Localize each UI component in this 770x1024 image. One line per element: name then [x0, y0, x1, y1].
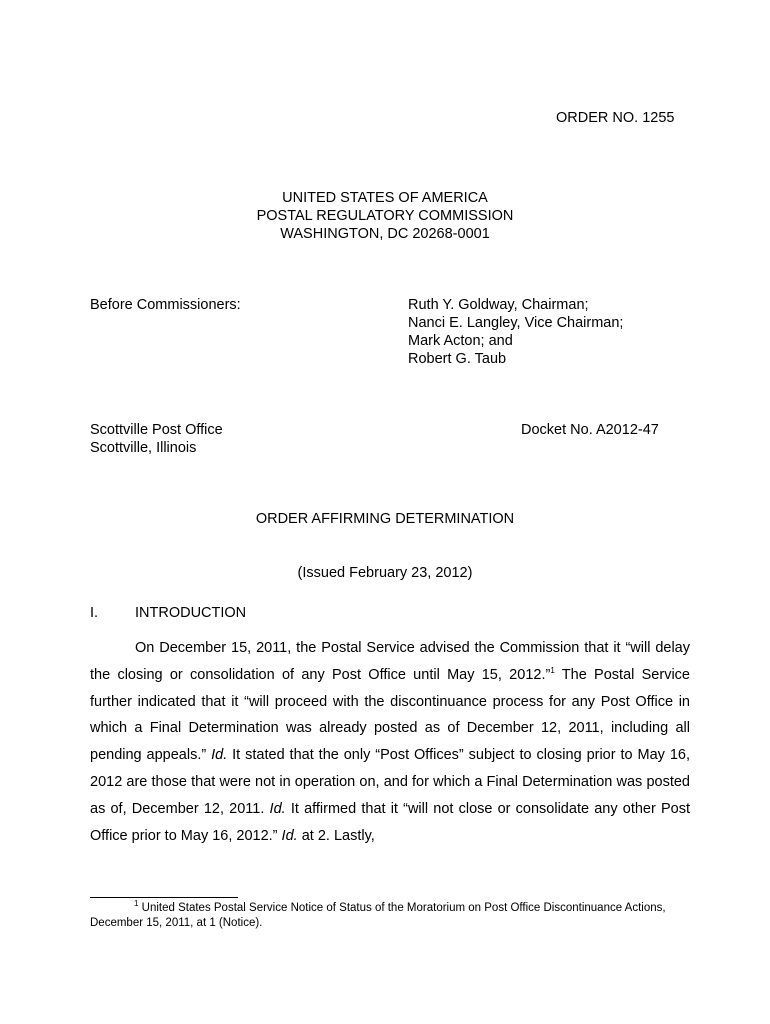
case-location: Scottville, Illinois [90, 440, 197, 456]
header-line-1: UNITED STATES OF AMERICA [282, 190, 488, 206]
issued-date: (Issued February 23, 2012) [297, 565, 473, 581]
body-sentence: On December 15, 2011, the Postal Service advised the Commission that it “will delay the closing or consolidation of any Post Office until May 15, 2012.” [90, 640, 690, 683]
header-line-3: WASHINGTON, DC 20268-0001 [280, 226, 490, 242]
footnote-number: 1 [134, 899, 139, 909]
section-heading: INTRODUCTION [135, 605, 247, 621]
case-name: Scottville Post Office [90, 422, 223, 438]
body-sentence: It affirmed that it “will not close or consolidate any other Post Office prior to May 16, 2012.” [90, 800, 690, 844]
commissioner-name: Ruth Y. Goldway, Chairman; [408, 297, 589, 313]
body-sentence: The Postal Service further indicated that it “will proceed with the discontinuance process for any Post Office in which a Final Determination was already posted as of December 12, 2011, including all pending appeals.” [90, 666, 690, 764]
footnote-text: United States Postal Service Notice of Status of the Moratorium on Post Office Discontinuance Actions, December 15, 2011, at 1 (Notice). [90, 902, 666, 929]
commissioner-name: Mark Acton; and [408, 333, 513, 349]
commissioners-label: Before Commissioners: [90, 297, 241, 313]
docket-number: Docket No. A2012-47 [521, 422, 659, 438]
citation-id: Id. [211, 747, 228, 764]
commissioner-name: Robert G. Taub [408, 351, 507, 367]
footnote [90, 901, 680, 931]
footnote-reference: 1 [550, 665, 555, 675]
body-sentence: at 2. Lastly, [297, 827, 375, 844]
citation-id: Id. [269, 800, 286, 817]
document-title: ORDER AFFIRMING DETERMINATION [255, 511, 515, 527]
body-paragraph [90, 635, 690, 849]
citation-id: Id. [281, 827, 298, 844]
section-number: I. [90, 605, 99, 621]
header-line-2: POSTAL REGULATORY COMMISSION [256, 208, 514, 224]
footnote-divider [90, 897, 238, 898]
order-number: ORDER NO. 1255 [556, 110, 675, 126]
body-sentence: It stated that the only “Post Offices” subject to closing prior to May 16, 2012 are those that were not in operation on, and for which a Final Determination was posted as of, December 12, 2011. [90, 747, 690, 817]
commissioner-name: Nanci E. Langley, Vice Chairman; [408, 315, 624, 331]
